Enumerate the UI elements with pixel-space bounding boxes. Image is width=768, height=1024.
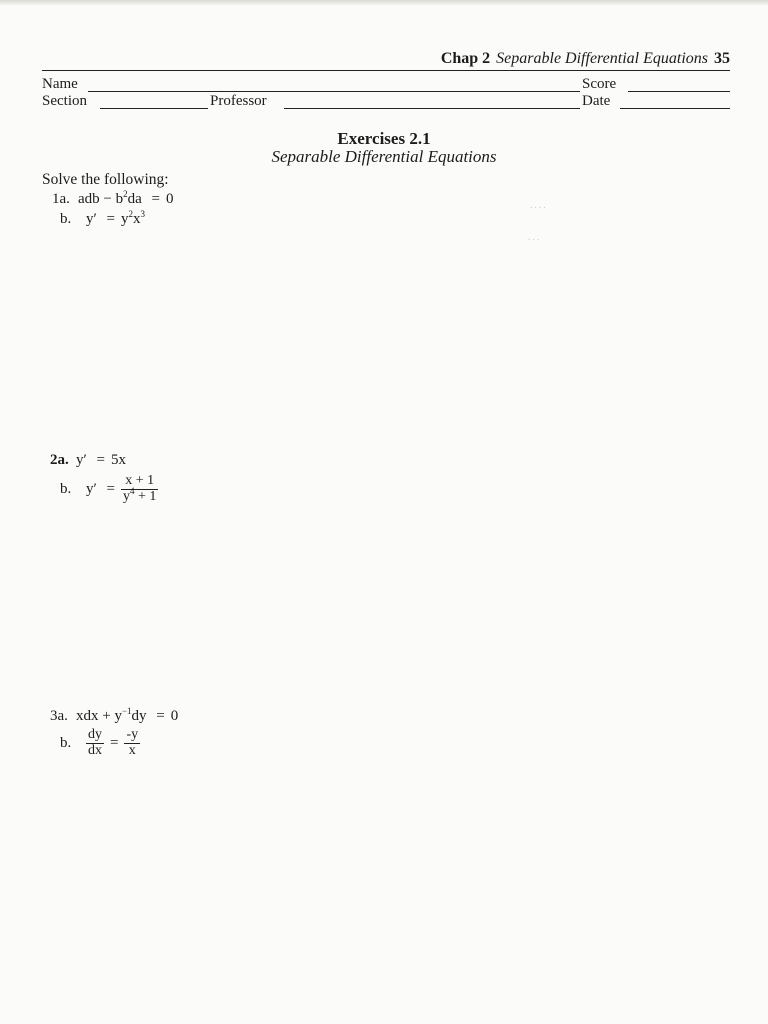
date-label: Date [582,93,611,109]
date-line[interactable] [620,108,730,109]
problem-3b [60,728,140,758]
problem-2b [60,474,158,504]
score-line[interactable] [628,91,730,92]
exercise-subtitle: Separable Differential Equations [271,147,497,166]
scan-speck: . . . . [530,200,546,210]
header-text [441,50,730,68]
page-top-edge [0,0,768,6]
exercise-title: Exercises 2.1 [337,129,431,148]
section-label: Section [42,93,87,109]
problem-label: b. [60,480,72,497]
problem-label: 2a. [50,452,69,468]
problem-label: 1a. [52,191,70,207]
equation: adb − $b^2da = 0$ [78,189,174,207]
equation: y′ = 5x [76,452,126,468]
score-label: Score [582,76,617,92]
equation: xdx + $y^{-1}dy = 0$ [76,706,179,724]
professor-label: Professor [210,93,267,109]
problem-1b [60,211,145,228]
chapter-label: Chap 2 [440,50,491,67]
fraction: $\frac{-y}{x}$ [126,727,139,758]
name-label: Name [42,76,78,92]
instruction: Solve the following: [42,171,169,188]
problem-1a [52,191,174,208]
header-rule [42,70,730,71]
name-line[interactable] [88,91,580,92]
problem-label: 3a. [50,708,68,724]
equation: y′ = $\frac{x + 1}{y^4 + 1}$ [86,473,157,504]
scan-speck: . . . [528,232,540,242]
problem-2a [50,452,126,469]
problem-3a [50,708,178,725]
equation: $y' = y^2x^3$ [86,209,145,227]
page-number: 35 [714,50,730,67]
fraction: $\frac{x + 1}{y^4 + 1}$ [123,473,157,504]
problem-label: b. [60,211,72,227]
chapter-title: Separable Differential Equations [496,50,708,67]
section-line[interactable] [100,108,208,109]
fraction: $\frac{dy}{dx}$ [88,727,102,758]
equation: $\frac{dy}{dx}$ = $\frac{-y}{x}$ [88,727,139,758]
professor-line[interactable] [284,108,580,109]
page-header [42,50,730,72]
problem-label: b. [60,734,72,751]
